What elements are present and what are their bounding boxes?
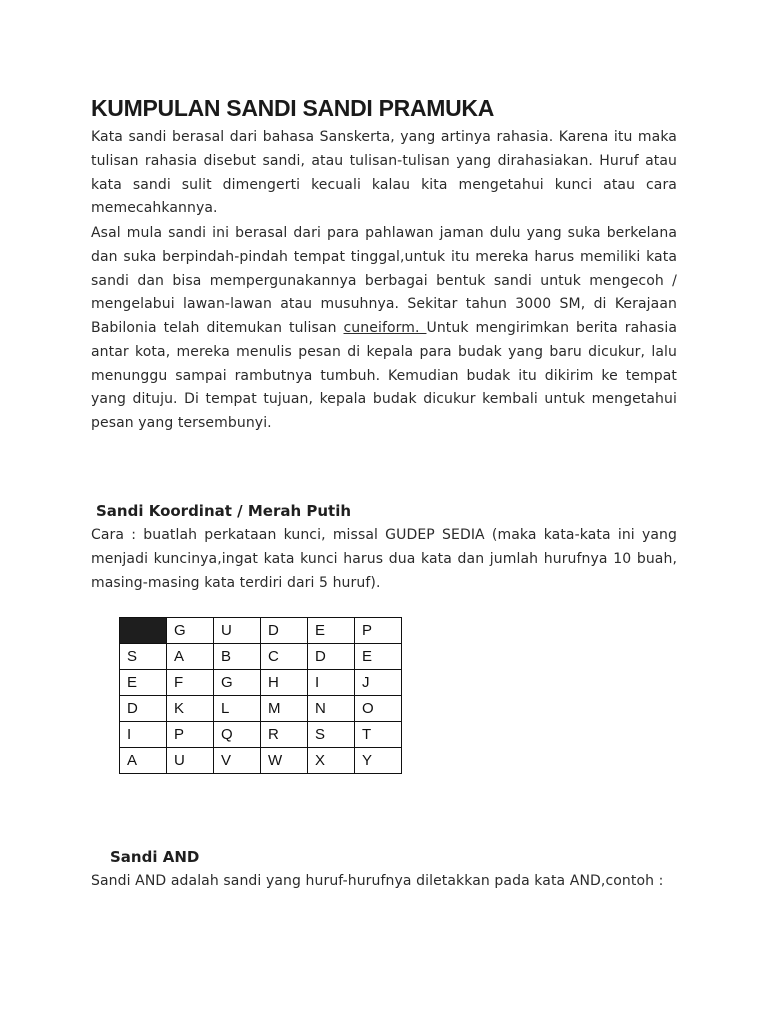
table-cell: D [308, 644, 355, 670]
table-cell: R [261, 722, 308, 748]
table-cell: U [214, 618, 261, 644]
table-cell: X [308, 748, 355, 774]
table-cell: E [308, 618, 355, 644]
table-cell: K [167, 696, 214, 722]
table-cell: J [355, 670, 402, 696]
coordinate-cipher-table [119, 617, 402, 774]
table-cell: M [261, 696, 308, 722]
table-cell: N [308, 696, 355, 722]
table-cell: G [167, 618, 214, 644]
table-cell: S [308, 722, 355, 748]
table-cell: I [120, 722, 167, 748]
table-cell: T [355, 722, 402, 748]
table-cell: F [167, 670, 214, 696]
table-cell: G [214, 670, 261, 696]
table-cell: A [167, 644, 214, 670]
table-cell: W [261, 748, 308, 774]
table-row [120, 748, 402, 774]
table-cell: I [308, 670, 355, 696]
table-cell: E [355, 644, 402, 670]
table-cell: V [214, 748, 261, 774]
section-heading-koordinat: Sandi Koordinat / Merah Putih [96, 502, 352, 520]
table-row [120, 644, 402, 670]
table-cell: O [355, 696, 402, 722]
table-row [120, 722, 402, 748]
table-cell: Y [355, 748, 402, 774]
table-cell: B [214, 644, 261, 670]
section-and-text: Sandi AND adalah sandi yang huruf-hurufnya diletakkan pada kata AND,contoh : [91, 873, 664, 889]
page-title: KUMPULAN SANDI SANDI PRAMUKA [91, 95, 495, 121]
table-corner-cell [120, 618, 167, 644]
table-cell: H [261, 670, 308, 696]
table-cell: Q [214, 722, 261, 748]
table-row [120, 618, 402, 644]
table-row [120, 670, 402, 696]
table-cell: D [120, 696, 167, 722]
section-koordinat-text: Cara : buatlah perkataan kunci, missal GUDEP SEDIA (maka kata-kata ini yang menjadi kuncinya,ingat kata kunci harus dua kata dan jumlah hurufnya 10 buah, masing-masing kata terdiri dari 5 huruf). [91, 527, 677, 591]
cuneiform-link[interactable]: cuneiform. [343, 320, 427, 336]
intro-paragraph-2 [91, 222, 677, 436]
table-cell: A [120, 748, 167, 774]
table-cell: P [167, 722, 214, 748]
table-cell: S [120, 644, 167, 670]
intro-paragraph-1: Kata sandi berasal dari bahasa Sanskerta, yang artinya rahasia. Karena itu maka tulisan rahasia disebut sandi, atau tulisan-tulisan yang dirahasiakan. Huruf atau kata sandi sulit dimengerti kecuali kalau kita mengetahui kunci atau cara memecahkannya. [91, 129, 677, 217]
intro-paragraph-2-text: Asal mula sandi ini berasal dari para pahlawan jaman dulu yang suka berkelana dan suka berpindah-pindah tempat tinggal,untuk itu mereka harus memiliki kata sandi dan bisa mempergunakannya berbagai bentuk sandi untuk mengecoh / mengelabui lawan-lawan atau musuhnya. Sekitar tahun 3000 SM, di Kerajaan Babilonia telah ditemukan tulisan [91, 225, 677, 336]
section-heading-and: Sandi AND [110, 848, 200, 866]
table-cell: P [355, 618, 402, 644]
table-cell: E [120, 670, 167, 696]
intro-paragraph-2-text-end: Untuk mengirimkan berita rahasia antar kota, mereka menulis pesan di kepala para budak yang baru dicukur, lalu menunggu sampai rambutnya tumbuh. Kemudian budak itu dikirim ke tempat yang dituju. Di tempat tujuan, kepala budak dicukur kembali untuk mengetahui pesan yang tersembunyi. [91, 320, 677, 431]
table-cell: L [214, 696, 261, 722]
table-cell: U [167, 748, 214, 774]
table-row [120, 696, 402, 722]
table-cell: C [261, 644, 308, 670]
table-cell: D [261, 618, 308, 644]
